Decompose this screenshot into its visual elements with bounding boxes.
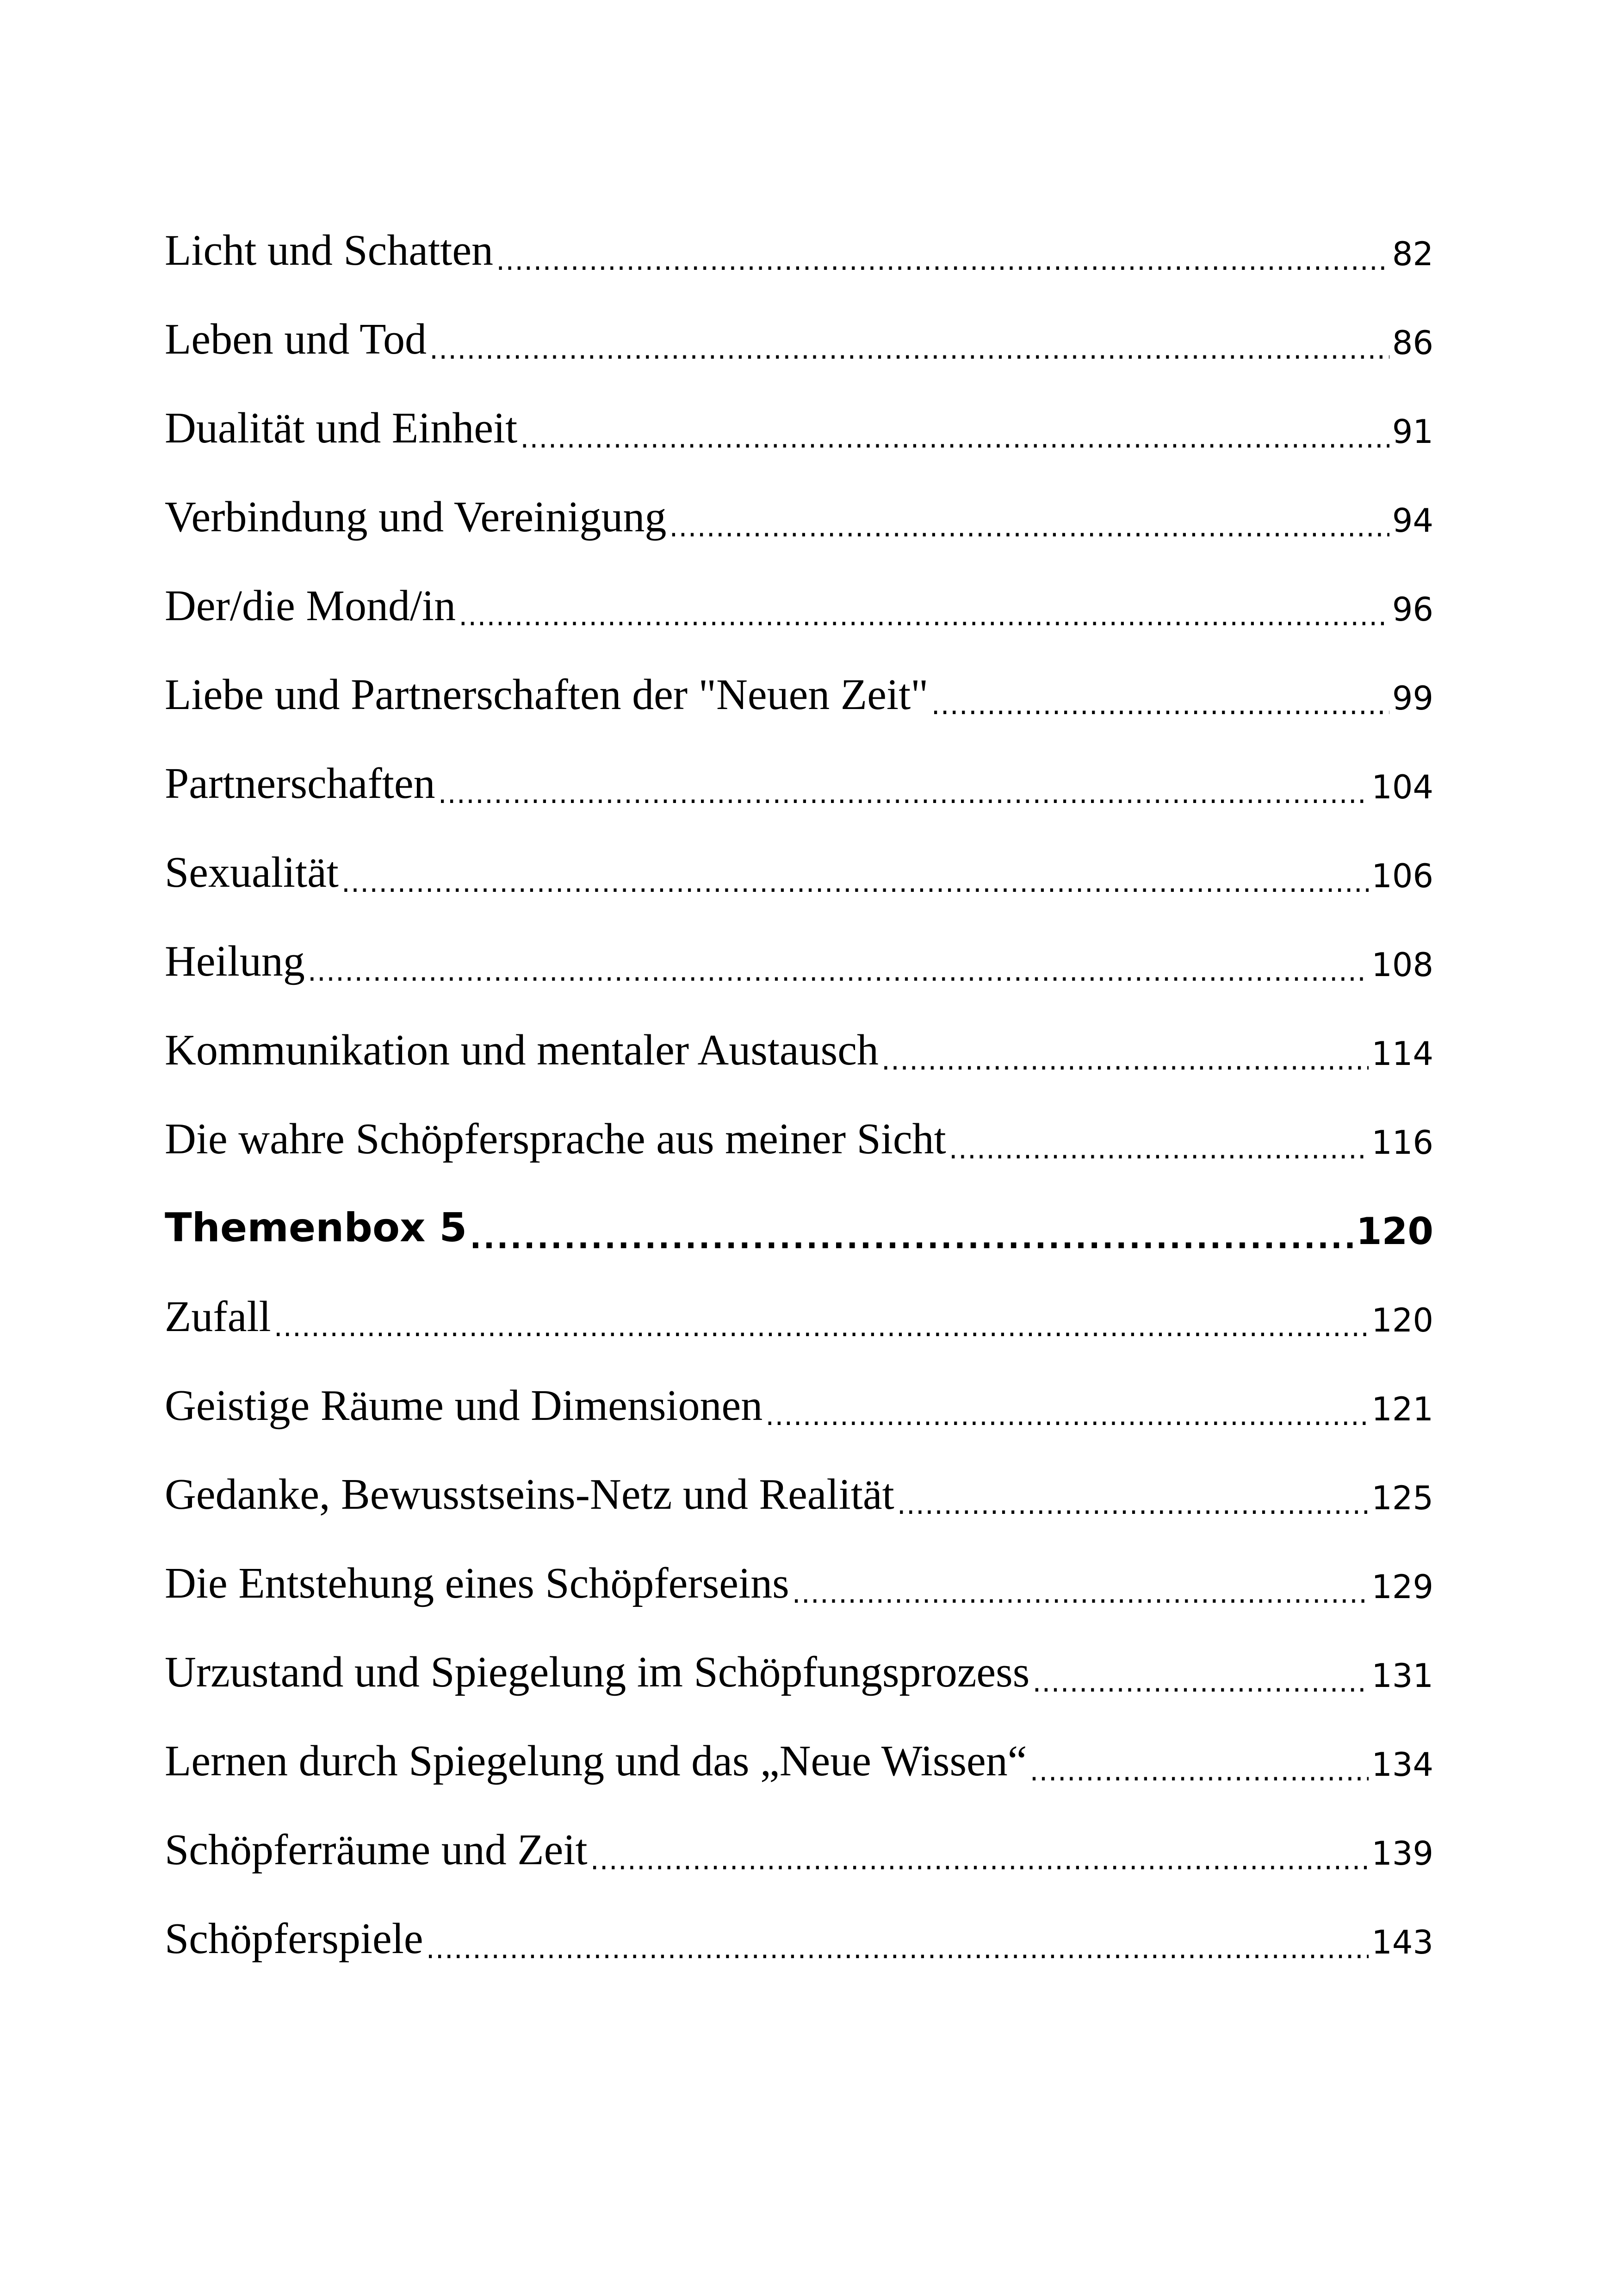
toc-dot-leader [341, 869, 1369, 896]
table-of-contents [165, 206, 1433, 1983]
toc-entry-page: 91 [1392, 413, 1433, 451]
toc-entry-page: 104 [1371, 768, 1433, 806]
toc-entry-page: 129 [1371, 1568, 1433, 1606]
toc-entry [165, 917, 1433, 1006]
toc-entry [165, 206, 1433, 295]
toc-dot-leader [438, 780, 1369, 808]
toc-entry [165, 739, 1433, 828]
toc-dot-leader [590, 1846, 1369, 1874]
toc-entry-title: Verbindung und Vereinigung [165, 493, 667, 541]
toc-dot-leader [308, 958, 1369, 985]
toc-dot-leader [881, 1046, 1369, 1074]
toc-entry-page: 114 [1371, 1035, 1433, 1073]
toc-entry [165, 1628, 1433, 1717]
toc-entry-title: Geistige Räume und Dimensionen [165, 1381, 763, 1430]
toc-entry-title: Sexualität [165, 848, 339, 896]
toc-entry [165, 1717, 1433, 1805]
toc-entry-title: Der/die Mond/in [165, 582, 456, 630]
toc-dot-leader [496, 247, 1389, 274]
toc-dot-leader [429, 336, 1389, 363]
toc-entry-title: Liebe und Partnerschaften der "Neuen Zeit" [165, 671, 929, 719]
toc-entry-title: Lernen durch Spiegelung und das „Neue Wissen“ [165, 1737, 1027, 1785]
toc-entry-page: 99 [1392, 679, 1433, 717]
toc-entry-title: Schöpferräume und Zeit [165, 1826, 588, 1874]
toc-entry-page: 139 [1371, 1835, 1433, 1873]
toc-entry-page: 94 [1392, 502, 1433, 540]
toc-entry-page: 82 [1392, 235, 1433, 273]
toc-entry-title: Partnerschaften [165, 759, 435, 808]
toc-entry-page: 125 [1371, 1479, 1433, 1517]
toc-entry [165, 1805, 1433, 1894]
toc-entry-title: Kommunikation und mentaler Austausch [165, 1026, 879, 1074]
toc-section-page: 120 [1356, 1210, 1433, 1253]
toc-dot-leader [1032, 1668, 1369, 1696]
toc-entry-title: Licht und Schatten [165, 226, 494, 274]
toc-dot-leader [897, 1491, 1369, 1518]
toc-dot-leader [1029, 1757, 1369, 1785]
toc-entry [165, 1006, 1433, 1095]
toc-section-heading [165, 1183, 1433, 1272]
toc-entry-title: Gedanke, Bewusstseins-Netz und Realität [165, 1470, 894, 1518]
toc-entry [165, 561, 1433, 650]
toc-entry-page: 86 [1392, 324, 1433, 362]
toc-dot-leader [792, 1580, 1369, 1607]
toc-dot-leader [459, 602, 1389, 630]
toc-entry-title: Dualität und Einheit [165, 404, 518, 452]
toc-dot-leader [520, 424, 1389, 452]
toc-entry-title: Die wahre Schöpfersprache aus meiner Sicht [165, 1115, 946, 1163]
toc-entry-page: 108 [1371, 946, 1433, 984]
toc-entry-page: 131 [1371, 1657, 1433, 1695]
toc-entry [165, 828, 1433, 917]
toc-entry [165, 295, 1433, 384]
toc-dot-leader [765, 1402, 1369, 1430]
toc-entry-page: 143 [1371, 1923, 1433, 1961]
toc-entry-title: Zufall [165, 1293, 271, 1341]
toc-entry-page: 121 [1371, 1390, 1433, 1428]
toc-entry-page: 120 [1371, 1301, 1433, 1339]
toc-entry [165, 1450, 1433, 1539]
toc-dot-leader [274, 1313, 1369, 1341]
toc-entry [165, 650, 1433, 739]
toc-entry-title: Heilung [165, 937, 305, 985]
toc-entry [165, 384, 1433, 473]
toc-entry-title: Urzustand und Spiegelung im Schöpfungsprozess [165, 1648, 1030, 1696]
toc-entry-page: 134 [1371, 1746, 1433, 1784]
toc-dot-leader [426, 1935, 1369, 1963]
toc-dot-leader [931, 691, 1389, 719]
toc-entry-title: Die Entstehung eines Schöpferseins [165, 1559, 789, 1607]
toc-entry [165, 1095, 1433, 1183]
toc-entry-page: 106 [1371, 857, 1433, 895]
toc-entry [165, 1894, 1433, 1983]
toc-entry [165, 1361, 1433, 1450]
toc-section-title: Themenbox 5 [165, 1205, 467, 1251]
toc-entry-title: Leben und Tod [165, 315, 427, 363]
toc-entry [165, 1272, 1433, 1361]
toc-entry-page: 96 [1392, 591, 1433, 628]
toc-dot-leader [949, 1135, 1369, 1163]
toc-dot-leader [470, 1223, 1353, 1253]
toc-entry-page: 116 [1371, 1124, 1433, 1162]
toc-entry [165, 473, 1433, 561]
toc-entry-title: Schöpferspiele [165, 1915, 423, 1963]
toc-dot-leader [669, 513, 1389, 541]
toc-entry [165, 1539, 1433, 1628]
